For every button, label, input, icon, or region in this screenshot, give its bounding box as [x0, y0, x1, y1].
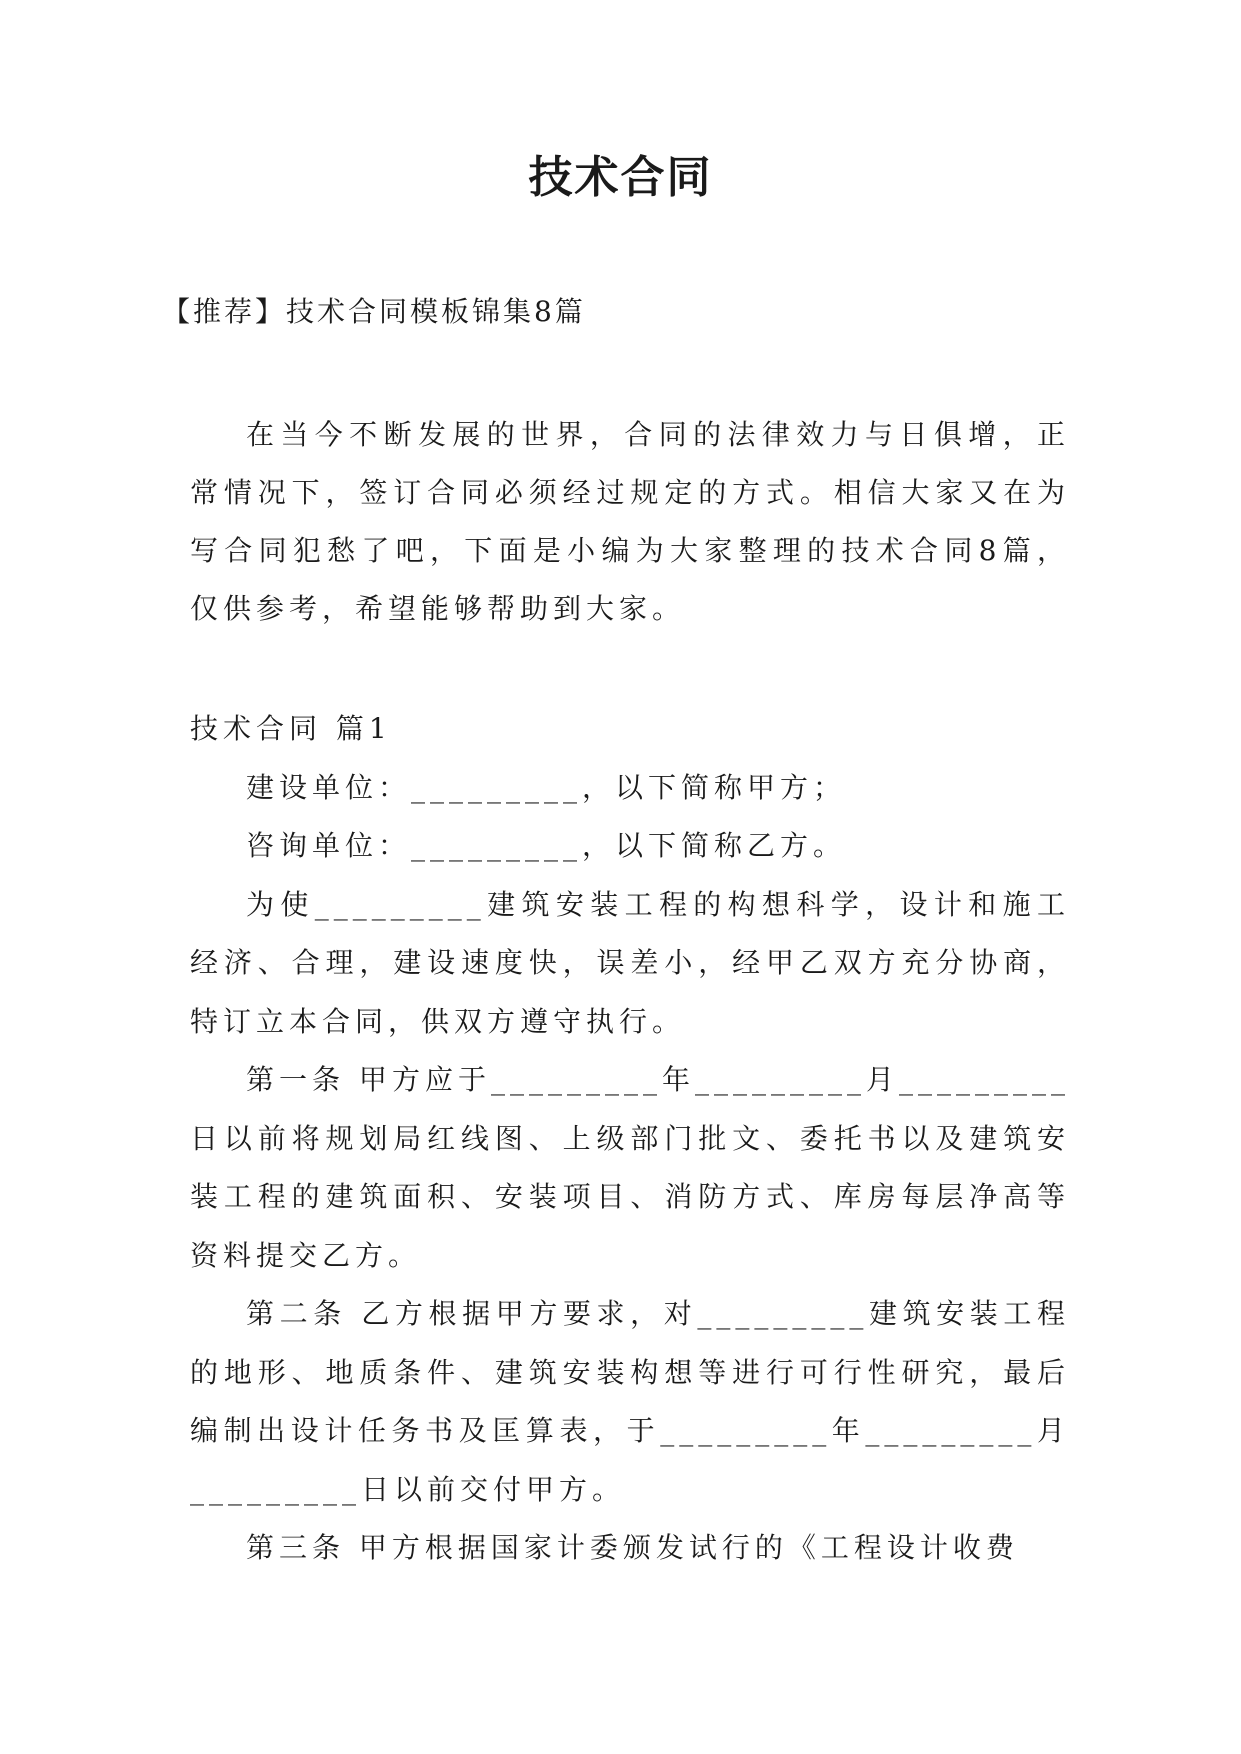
purpose-paragraph: 为使_________建筑安装工程的构想科学，设计和施工经济、合理，建设速度快，误差小，经甲乙双方充分协商，特订立本合同，供双方遵守执行。	[190, 887, 1070, 1038]
intro-block	[190, 406, 1070, 638]
intro-paragraph: 在当今不断发展的世界，合同的法律效力与日俱增，正常情况下，签订合同必须经过规定的方式。相信大家又在为写合同犯愁了吧，下面是小编为大家整理的技术合同8篇，仅供参考，希望能够帮助到大家。	[190, 418, 1070, 625]
section-heading: 技术合同 篇1	[190, 712, 392, 745]
article-1-paragraph: 第一条 甲方应于_________年_________月_________日以前将规划局红线图、上级部门批文、委托书以及建筑安装工程的建筑面积、安装项目、消防方式、库房每层净高等资料提交乙方。	[190, 1063, 1070, 1272]
article-2-paragraph: 第二条 乙方根据甲方要求，对_________建筑安装工程的地形、地质条件、建筑安装构想等进行可行性研究，最后编制出设计任务书及匡算表，于_________年_________月_________日以前交付甲方。	[190, 1297, 1070, 1506]
section-block	[190, 700, 1070, 1578]
party-a-line: 建设单位：_________，以下简称甲方；	[246, 770, 847, 804]
document-title: 技术合同	[528, 152, 713, 203]
document-subtitle: 【推荐】技术合同模板锦集8篇	[162, 295, 586, 328]
party-b-line: 咨询单位：_________，以下简称乙方。	[246, 829, 847, 862]
article-3-paragraph: 第三条 甲方根据国家计委颁发试行的《工程设计收费	[246, 1531, 1019, 1564]
